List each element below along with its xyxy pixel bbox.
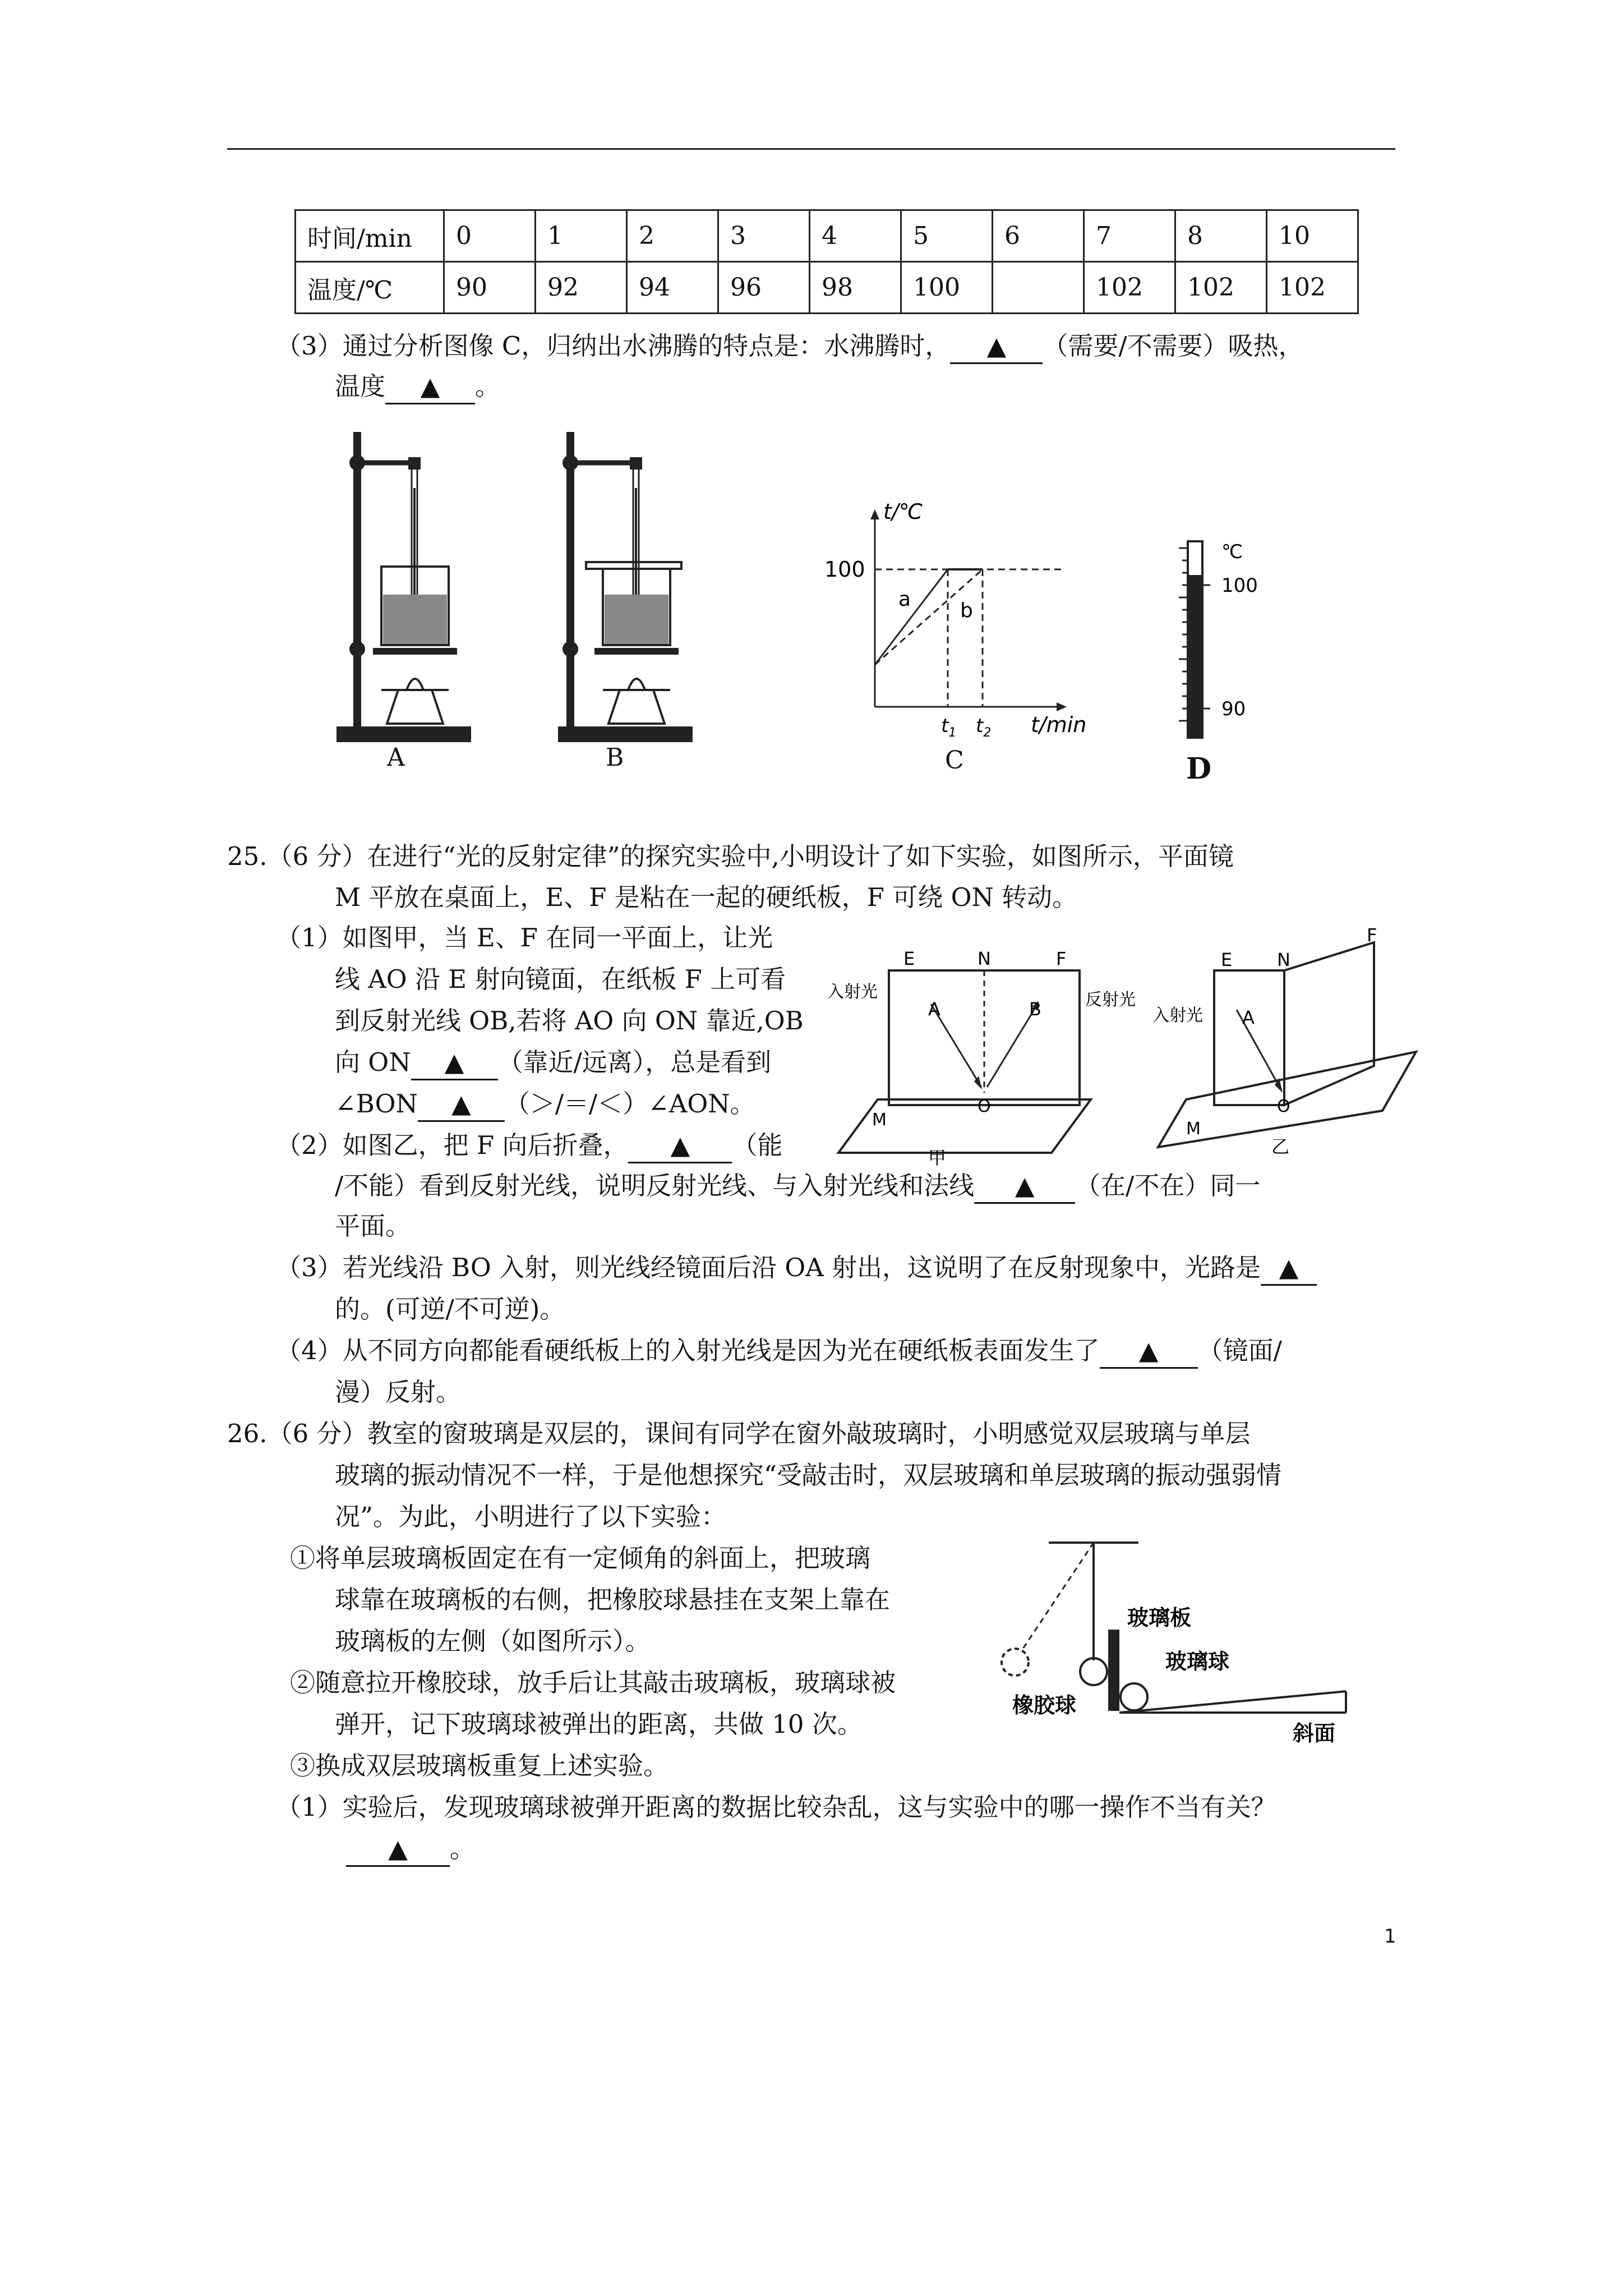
q24-3-line2: [335, 370, 500, 404]
q24-3-text: 温度: [335, 371, 386, 401]
table-cell: 94: [627, 262, 718, 314]
q26-heading-line2: 玻璃的振动情况不一样，于是他想探究“受敲击时，双层玻璃和单层玻璃的振动强弱情: [335, 1460, 1282, 1490]
q25-p2-line3: 平面。: [335, 1211, 411, 1241]
q25-text: （＞/＝/＜）∠AON。: [504, 1089, 755, 1119]
table-cell: 5: [901, 210, 993, 262]
graph-t1-label: $t_1$: [941, 715, 957, 740]
temperature-time-graph: [819, 494, 1122, 752]
thermometer-100-label: 100: [1221, 574, 1258, 597]
q25-text: （靠近/远离），总是看到: [497, 1047, 772, 1077]
table-cell: 90: [444, 262, 536, 314]
graph-line-b-label: b: [960, 599, 973, 622]
graph-y-100-label: 100: [824, 557, 865, 582]
thermometer-unit-label: ℃: [1221, 541, 1243, 563]
table-cell: 2: [627, 210, 718, 262]
table-cell: 102: [1175, 262, 1267, 314]
jia-e-label: E: [903, 948, 915, 969]
table-row: [296, 262, 1358, 314]
q25-p3-line2: 的。(可逆/不可逆)。: [335, 1294, 565, 1324]
graph-t2-label: $t_2$: [976, 715, 992, 740]
glass-vibration-figure: [987, 1534, 1380, 1759]
page-number: 1: [1384, 1925, 1396, 1948]
thermometer-90-label: 90: [1221, 698, 1246, 720]
glass-ball-label: 玻璃球: [1165, 1649, 1230, 1674]
reflection-figure-jia: [827, 942, 1136, 1168]
q26-heading-line1: 26.（6 分）教室的窗玻璃是双层的，课间有同学在窗外敲玻璃时，小明感觉双层玻璃与单层: [227, 1419, 1251, 1448]
reflection-figure-yi: [1147, 924, 1427, 1157]
yi-m-label: M: [1186, 1119, 1201, 1139]
answer-blank[interactable]: ▲: [974, 1170, 1075, 1204]
table-cell: 102: [1084, 262, 1175, 314]
q25-heading-line2: M 平放在桌面上，E、F 是粘在一起的硬纸板，F 可绕 ON 转动。: [335, 882, 1078, 912]
thermometer-figure: [1166, 536, 1279, 743]
answer-blank[interactable]: ▲: [385, 370, 475, 404]
jia-incident-label: 入射光: [827, 982, 878, 1002]
yi-f-label: F: [1367, 924, 1377, 946]
q25-text: （在/不在）同一: [1075, 1171, 1261, 1200]
q24-3-text: （需要/不需要）吸热，: [1043, 331, 1304, 361]
q25-p1-line4: [335, 1046, 771, 1080]
jia-n-label: N: [978, 948, 991, 969]
q25-text: （3）若光线沿 BO 入射，则光线经镜面后沿 OA 射出，这说明了在反射现象中，光路是: [276, 1253, 1261, 1282]
table-cell: 92: [536, 262, 627, 314]
q25-p1-line3: 到反射光线 OB,若将 AO 向 ON 靠近,OB: [335, 1006, 804, 1036]
q24-3-line1: [276, 330, 1304, 364]
yi-n-label: N: [1277, 949, 1290, 970]
jia-m-label: M: [872, 1110, 887, 1130]
q25-text: （4）从不同方向都能看硬纸板上的入射光线是因为光在硬纸板表面发生了: [276, 1336, 1100, 1365]
q26-step1-line3: 玻璃板的左侧（如图所示）。: [335, 1626, 651, 1656]
figure-c-label: C: [945, 746, 964, 775]
graph-x-axis-label: t/min: [1031, 712, 1087, 737]
q26-step1-line2: 球靠在玻璃板的右侧，把橡胶球悬挂在支架上靠在: [335, 1585, 891, 1614]
table-cell: 102: [1267, 262, 1358, 314]
table-cell: 96: [718, 262, 810, 314]
table-cell: 温度/℃: [296, 262, 444, 314]
q26-q1-line2: [346, 1833, 475, 1867]
answer-blank[interactable]: ▲: [411, 1046, 498, 1080]
q25-text: （2）如图乙，把 F 向后折叠，: [276, 1130, 629, 1160]
table-cell: 1: [536, 210, 627, 262]
table-cell: 10: [1267, 210, 1358, 262]
table-cell: 3: [718, 210, 810, 262]
slope-label: 斜面: [1293, 1721, 1336, 1746]
q26-step1-line1: ①将单层玻璃板固定在有一定倾角的斜面上，把玻璃: [290, 1543, 871, 1573]
table-cell: 6: [993, 210, 1084, 262]
jia-reflect-label: 反射光: [1085, 990, 1136, 1010]
q25-p4-line2: 漫）反射。: [335, 1377, 462, 1407]
data-table: [294, 209, 1359, 314]
yi-caption: 乙: [1271, 1136, 1290, 1157]
answer-blank[interactable]: ▲: [1100, 1335, 1198, 1369]
q25-p4-line1: [276, 1335, 1282, 1369]
q25-p2-line2: [335, 1170, 1260, 1204]
rubber-ball-label: 橡胶球: [1012, 1693, 1077, 1718]
table-cell: 4: [810, 210, 901, 262]
q26-text: 。: [450, 1834, 476, 1864]
jia-a-label: A: [928, 999, 940, 1020]
yi-a-label: A: [1242, 1007, 1255, 1028]
table-cell: [993, 262, 1084, 314]
yi-e-label: E: [1221, 949, 1233, 970]
q25-p3-line1: [276, 1251, 1317, 1286]
apparatus-b-figure: [552, 426, 698, 752]
yi-incident-label: 入射光: [1152, 1006, 1203, 1025]
graph-line-a-label: a: [898, 588, 911, 611]
jia-b-label: B: [1029, 999, 1041, 1020]
apparatus-a-figure: [331, 426, 477, 752]
q26-step2-line1: ②随意拉开橡胶球，放手后让其敲击玻璃板，玻璃球被: [290, 1668, 896, 1697]
answer-blank[interactable]: ▲: [950, 330, 1043, 364]
answer-blank[interactable]: ▲: [628, 1129, 732, 1163]
q26-q1-line1: （1）实验后，发现玻璃球被弹开距离的数据比较杂乱，这与实验中的哪一操作不当有关？: [276, 1792, 1276, 1822]
jia-caption: 甲: [928, 1147, 947, 1168]
q24-3-text: 。: [475, 371, 501, 401]
yi-o-label: O: [1277, 1097, 1290, 1116]
figure-b-label: B: [606, 743, 624, 772]
figure-a-label: A: [387, 743, 405, 772]
table-cell: 时间/min: [296, 210, 444, 262]
q26-heading-line3: 况”。为此，小明进行了以下实验：: [335, 1502, 727, 1531]
q25-p1-line1: （1）如图甲，当 E、F 在同一平面上，让光: [276, 923, 773, 953]
table-cell: 8: [1175, 210, 1267, 262]
q25-p2-line1: [276, 1129, 782, 1163]
q24-3-text: （3）通过分析图像 C，归纳出水沸腾的特点是：水沸腾时，: [276, 331, 951, 361]
answer-blank[interactable]: ▲: [1261, 1251, 1317, 1286]
q25-text: /不能）看到反射光线，说明反射光线、与入射光线和法线: [335, 1171, 975, 1200]
graph-y-axis-label: t/℃: [883, 499, 923, 524]
q25-p1-line5: [335, 1088, 755, 1122]
q25-heading-line1: 25.（6 分）在进行“光的反射定律”的探究实验中,小明设计了如下实验，如图所示，平面镜: [227, 841, 1234, 871]
table-cell: 7: [1084, 210, 1175, 262]
figure-d-label: D: [1186, 752, 1212, 786]
q26-step2-line2: 弹开，记下玻璃球被弹出的距离，共做 10 次。: [335, 1709, 863, 1739]
table-cell: 98: [810, 262, 901, 314]
jia-f-label: F: [1056, 948, 1067, 969]
q25-text: （镜面/: [1197, 1336, 1282, 1365]
table-row: [296, 210, 1358, 262]
table-cell: 0: [444, 210, 536, 262]
q25-text: 向 ON: [335, 1047, 411, 1077]
q25-p1-line2: 线 AO 沿 E 射向镜面，在纸板 F 上可看: [335, 964, 786, 994]
answer-blank[interactable]: ▲: [418, 1088, 505, 1122]
table-cell: 100: [901, 262, 993, 314]
q25-text: （能: [732, 1130, 783, 1160]
glass-plate-label: 玻璃板: [1127, 1605, 1192, 1630]
header-rule: [227, 148, 1395, 150]
answer-blank[interactable]: ▲: [346, 1833, 450, 1867]
jia-o-label: O: [978, 1097, 991, 1116]
q26-step3: ③换成双层玻璃板重复上述实验。: [290, 1751, 669, 1780]
q25-text: ∠BON: [335, 1089, 418, 1119]
